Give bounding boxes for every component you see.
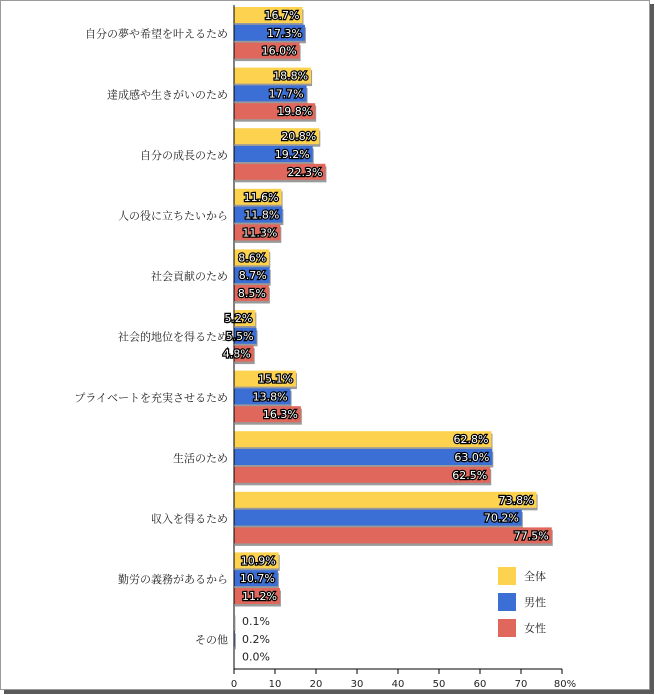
data-label: 10.9%	[240, 554, 276, 568]
bar-female	[234, 527, 552, 543]
category-label: 達成感や生きがいのため	[107, 88, 228, 102]
category-label: 社会的地位を得るため	[118, 330, 228, 344]
data-label: 20.8%	[281, 130, 317, 144]
data-label: 10.7%	[239, 572, 275, 586]
legend-label: 男性	[524, 596, 546, 609]
x-tick-label: 10	[268, 679, 282, 689]
data-label: 11.2%	[241, 590, 277, 603]
data-label: 5.5%	[225, 329, 254, 343]
category-label: 人の役に立ちたいから	[118, 209, 228, 223]
bar-chart	[1, 1, 649, 689]
data-label: 8.7%	[238, 269, 267, 283]
data-label: 0.2%	[242, 632, 270, 646]
category-label: プライベートを充実させるため	[74, 391, 228, 405]
legend-label: 女性	[524, 622, 546, 635]
category-label: その他	[195, 633, 228, 647]
data-label: 11.6%	[243, 190, 279, 204]
data-label: 8.5%	[237, 287, 266, 300]
data-label: 11.8%	[244, 208, 280, 222]
x-tick-label: 70	[514, 679, 528, 689]
data-label: 18.8%	[273, 69, 309, 83]
data-label: 22.3%	[287, 165, 323, 179]
data-label: 17.7%	[268, 87, 304, 101]
data-label: 4.8%	[222, 347, 251, 361]
data-label: 0.0%	[242, 650, 270, 664]
category-label: 勤労の義務があるから	[118, 573, 228, 587]
data-label: 17.3%	[266, 26, 302, 40]
bar-overall	[234, 492, 537, 508]
x-tick-label: 60	[473, 679, 487, 689]
data-label: 8.6%	[238, 251, 267, 265]
data-label: 63.0%	[454, 451, 490, 464]
data-label: 73.8%	[498, 493, 534, 507]
x-tick-label: 50	[432, 679, 446, 689]
data-label: 16.3%	[262, 408, 298, 422]
legend-swatch	[498, 593, 516, 611]
category-label: 自分の夢や希望を叶えるため	[85, 27, 228, 41]
x-tick-label: 30	[350, 679, 364, 689]
category-label: 社会貢献のため	[151, 270, 228, 284]
legend-swatch	[498, 567, 516, 585]
data-label: 77.5%	[513, 529, 549, 543]
data-label: 5.2%	[224, 312, 253, 325]
data-label: 19.8%	[277, 105, 313, 119]
data-label: 19.2%	[274, 148, 310, 161]
x-tick-label: 80%	[553, 679, 577, 689]
data-label: 16.0%	[261, 44, 297, 58]
data-label: 70.2%	[483, 511, 519, 525]
bar-male	[234, 510, 522, 526]
category-label: 生活のため	[173, 451, 228, 465]
x-tick-label: 0	[230, 679, 238, 689]
legend-swatch	[498, 619, 516, 637]
category-label: 収入を得るため	[151, 512, 228, 526]
data-label: 0.1%	[242, 615, 270, 628]
data-label: 13.8%	[252, 390, 288, 404]
x-tick-label: 20	[309, 679, 323, 689]
data-label: 16.7%	[264, 9, 300, 22]
bar-shadow	[235, 633, 236, 649]
data-label: 62.8%	[453, 433, 489, 447]
data-label: 62.5%	[452, 468, 488, 482]
data-label: 15.1%	[257, 372, 293, 386]
data-label: 11.3%	[242, 226, 278, 240]
legend-label: 全体	[524, 570, 546, 583]
category-label: 自分の成長のため	[140, 148, 228, 162]
x-tick-label: 40	[391, 679, 405, 689]
